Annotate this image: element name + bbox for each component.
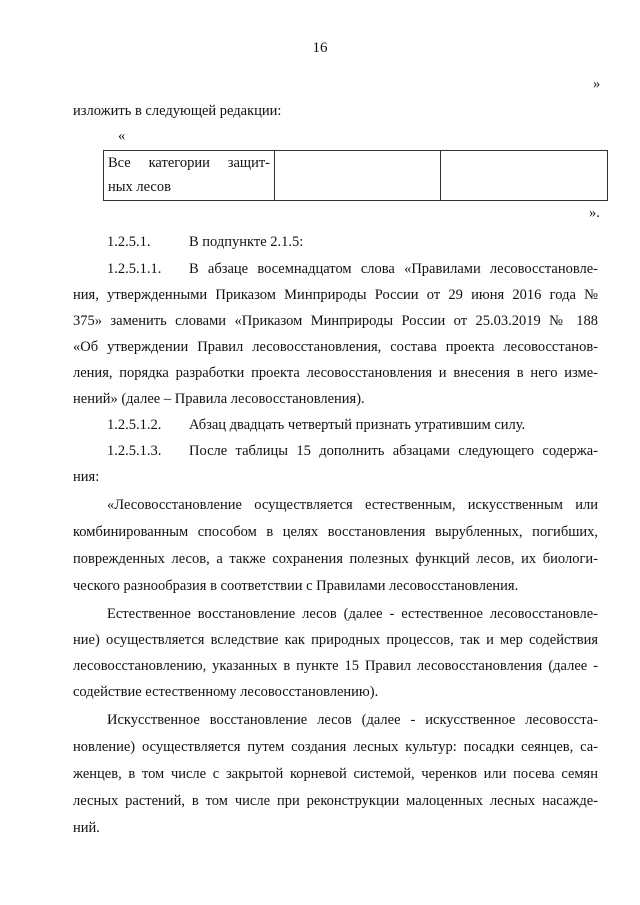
- closing-quote-top: »: [593, 76, 601, 92]
- paragraph-line: Искусственное восстановление лесов (далее - искусственное лесовосста-: [107, 712, 598, 728]
- item-1-2-5-1: [73, 230, 598, 254]
- text-line: ния:: [73, 469, 100, 485]
- text-line: «Об утверждении Правил лесовосстановления, состава проекта лесовосстанов-: [73, 339, 598, 355]
- table-cell: [104, 151, 275, 201]
- text-line: 375» заменить словами «Приказом Минприроды России от 25.03.2019 № 188: [73, 313, 598, 329]
- paragraph-line: содействие естественному лесовосстановлению).: [73, 684, 379, 700]
- item-1-2-5-1-3: [73, 439, 598, 463]
- opening-quote: «: [118, 128, 126, 144]
- text-line: ления, порядка разработки проекта лесовосстановления и внесения в него изме-: [73, 365, 598, 381]
- intro-line: изложить в следующей редакции:: [73, 103, 282, 119]
- paragraph-line: лесных растений, в том числе при реконструкции малоценных лесных насажде-: [73, 793, 598, 809]
- item-1-2-5-1-2: [73, 413, 598, 437]
- paragraph-line: ние) осуществляется вследствие как природных процессов, так и мер содействия: [73, 632, 598, 648]
- item-number: 1.2.5.1.: [107, 234, 151, 250]
- item-text: В абзаце восемнадцатом слова «Правилами лесовосстановле-: [189, 261, 598, 277]
- item-text: В подпункте 2.1.5:: [189, 234, 304, 250]
- cell-text-line: Все категории защит-: [108, 155, 270, 171]
- item-text: Абзац двадцать четвертый признать утратившим силу.: [189, 417, 526, 433]
- item-number: 1.2.5.1.3.: [107, 443, 162, 459]
- item-text: После таблицы 15 дополнить абзацами следующего содержа-: [189, 443, 598, 459]
- paragraph-line: ний.: [73, 820, 100, 836]
- paragraph-line: Естественное восстановление лесов (далее - естественное лесовосстановле-: [107, 606, 598, 622]
- paragraph-line: ческого разнообразия в соответствии с Правилами лесовосстановления.: [73, 578, 519, 594]
- paragraph-line: «Лесовосстановление осуществляется естественным, искусственным или: [107, 497, 598, 513]
- paragraph-line: женцев, в том числе с закрытой корневой системой, черенков или посева семян: [73, 766, 598, 782]
- table-cell: [441, 151, 608, 201]
- text-line: ния, утвержденными Приказом Минприроды России от 29 июня 2016 года №: [73, 287, 598, 303]
- item-number: 1.2.5.1.1.: [107, 261, 162, 277]
- closing-quote-table: ».: [589, 205, 600, 221]
- page-number: 16: [312, 40, 328, 56]
- table-cell: [275, 151, 441, 201]
- item-number: 1.2.5.1.2.: [107, 417, 162, 433]
- paragraph-line: лесовосстановлению, указанных в пункте 15 Правил лесовосстановления (далее -: [73, 658, 598, 674]
- replacement-table: [103, 150, 608, 201]
- cell-text-line: ных лесов: [108, 179, 171, 195]
- paragraph-line: поврежденных лесов, а также сохранения полезных функций лесов, их биологи-: [73, 551, 598, 567]
- paragraph-line: новление) осуществляется путем создания лесных культур: посадки сеянцев, са-: [73, 739, 598, 755]
- table-row: [104, 151, 608, 201]
- paragraph-line: комбинированным способом в целях восстановления вырубленных, погибших,: [73, 524, 598, 540]
- item-1-2-5-1-1: [73, 257, 598, 281]
- text-line: нений» (далее – Правила лесовосстановления).: [73, 391, 365, 407]
